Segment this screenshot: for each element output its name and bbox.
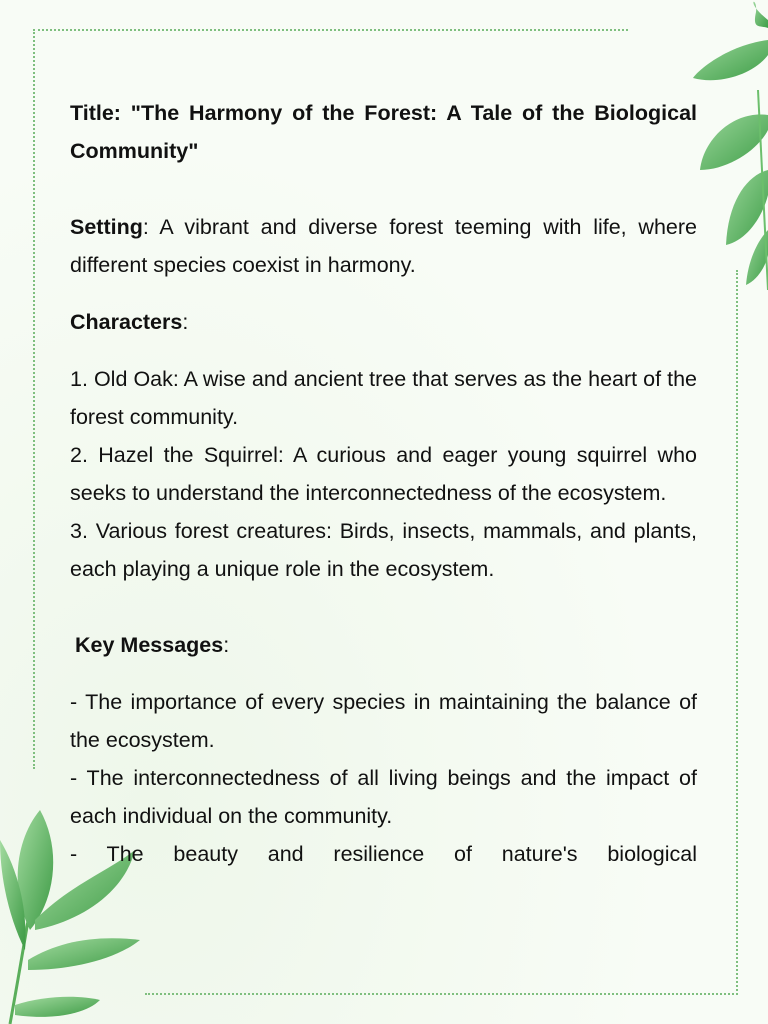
document-title: Title: "The Harmony of the Forest: A Tale of the Biological Community" <box>70 101 697 163</box>
characters-suffix: : <box>182 310 189 334</box>
key-message-item: - The interconnectedness of all living beings and the impact of each individual on the community. <box>70 766 697 828</box>
key-message-item: - The importance of every species in maintaining the balance of the ecosystem. <box>70 690 697 752</box>
character-item: 1. Old Oak: A wise and ancient tree that serves as the heart of the forest community. <box>70 367 697 429</box>
key-message-item: - The beauty and resilience of nature's biological <box>70 842 697 866</box>
frame-border-bottom <box>145 993 738 995</box>
document-body <box>70 94 697 873</box>
character-item: 2. Hazel the Squirrel: A curious and eager young squirrel who seeks to understand the interconnectedness of the ecosystem. <box>70 443 697 505</box>
setting-paragraph <box>70 208 697 284</box>
frame-border-left <box>33 29 35 769</box>
characters-heading <box>70 303 697 341</box>
frame-border-top <box>33 29 628 31</box>
key-messages-label: Key Messages <box>75 633 224 657</box>
setting-text: : A vibrant and diverse forest teeming with life, where different species coexist in harmony. <box>70 215 697 277</box>
character-item: 3. Various forest creatures: Birds, insects, mammals, and plants, each playing a unique role in the ecosystem. <box>70 519 697 581</box>
key-messages-heading <box>70 626 697 664</box>
frame-border-right <box>736 270 738 995</box>
key-messages-suffix: : <box>223 633 230 657</box>
characters-label: Characters <box>70 310 183 334</box>
setting-label: Setting <box>70 215 143 239</box>
